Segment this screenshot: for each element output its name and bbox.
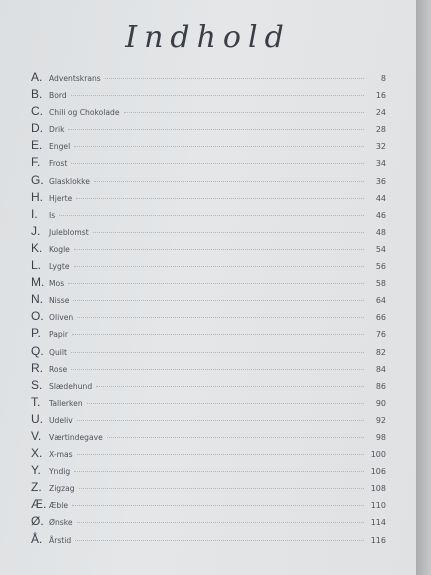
dot-leader xyxy=(59,215,364,216)
dot-leader xyxy=(77,317,364,318)
toc-label: Is xyxy=(49,210,56,220)
toc-label: Drik xyxy=(49,125,65,135)
toc-letter: H. xyxy=(31,189,43,204)
toc-page-number: 84 xyxy=(375,364,386,374)
dot-leader xyxy=(68,129,364,130)
dot-leader xyxy=(105,78,364,79)
dot-leader xyxy=(75,540,364,541)
toc-entry xyxy=(31,121,386,138)
toc-label: Engel xyxy=(49,142,71,152)
toc-letter: F. xyxy=(31,155,41,170)
toc-label: Mos xyxy=(49,279,65,289)
toc-letter: Æ. xyxy=(31,497,47,512)
toc-entry xyxy=(31,275,386,292)
toc-entry xyxy=(31,378,386,395)
toc-entry xyxy=(31,258,386,275)
toc-letter: Ø. xyxy=(31,514,44,529)
toc-label: Adventskrans xyxy=(49,74,101,83)
dot-leader xyxy=(96,386,364,387)
dot-leader xyxy=(71,163,364,164)
toc-page-number: 76 xyxy=(375,330,386,340)
toc-entry xyxy=(31,497,386,514)
toc-letter: N. xyxy=(31,292,43,307)
toc-letter: T. xyxy=(31,394,41,409)
toc-label: Æble xyxy=(49,501,68,511)
dot-leader xyxy=(77,420,364,421)
dot-leader xyxy=(74,249,364,250)
toc-letter: Å. xyxy=(31,531,43,546)
toc-label: Lygte xyxy=(49,262,70,272)
dot-leader xyxy=(68,283,364,284)
toc-entry xyxy=(31,514,386,531)
toc-label: Glasklokke xyxy=(49,176,90,186)
toc-entry xyxy=(31,326,386,343)
dot-leader xyxy=(87,403,364,404)
toc-page-number: 24 xyxy=(375,108,386,118)
toc-letter: Q. xyxy=(31,343,44,358)
toc-label: Slædehund xyxy=(49,381,93,391)
toc-entry xyxy=(31,241,386,258)
dot-leader xyxy=(94,181,364,182)
toc-label: Hjerte xyxy=(49,193,73,203)
toc-label: Quilt xyxy=(49,347,67,357)
toc-letter: V. xyxy=(31,428,42,443)
toc-label: Årstid xyxy=(49,535,72,545)
toc-page-number: 56 xyxy=(375,262,386,272)
toc-label: Kogle xyxy=(49,244,70,254)
toc-letter: A. xyxy=(31,70,43,84)
toc-entry xyxy=(31,104,386,121)
toc-letter: E. xyxy=(31,138,43,153)
toc-label: Tallerken xyxy=(49,398,83,408)
dot-leader xyxy=(107,437,364,438)
toc-entry xyxy=(31,446,386,463)
dot-leader xyxy=(76,198,364,199)
dot-leader xyxy=(93,232,364,233)
toc-letter: R. xyxy=(31,360,43,375)
dot-leader xyxy=(72,334,364,335)
toc-entry xyxy=(31,361,386,378)
dot-leader xyxy=(77,522,364,523)
dot-leader xyxy=(73,300,364,301)
toc-letter: M. xyxy=(31,275,45,290)
toc-label: Ønske xyxy=(49,518,73,528)
toc-page-number: 34 xyxy=(375,159,386,169)
toc-page-number: 116 xyxy=(370,535,386,545)
dot-leader xyxy=(71,352,364,353)
toc-label: X-mas xyxy=(49,450,73,460)
toc-letter: J. xyxy=(31,223,41,238)
dot-leader xyxy=(74,266,365,267)
dot-leader xyxy=(124,112,364,113)
dot-leader xyxy=(79,488,364,489)
toc-letter: K. xyxy=(31,240,43,255)
toc-letter: X. xyxy=(31,446,43,461)
toc-label: Zigzag xyxy=(49,484,75,494)
toc-page-number: 8 xyxy=(380,74,386,83)
toc-letter: S. xyxy=(31,377,43,392)
toc-entry xyxy=(31,344,386,361)
page-title: Indhold xyxy=(125,20,291,55)
dot-leader xyxy=(74,471,364,472)
table-of-contents xyxy=(31,70,386,549)
toc-entry xyxy=(31,155,386,172)
toc-entry xyxy=(31,224,386,241)
toc-label: Nisse xyxy=(49,296,70,306)
toc-page-number: 92 xyxy=(375,415,386,425)
toc-entry xyxy=(31,309,386,326)
toc-page-number: 48 xyxy=(375,227,386,237)
toc-entry xyxy=(31,173,386,190)
toc-letter: O. xyxy=(31,309,44,324)
toc-page-number: 58 xyxy=(375,279,386,289)
toc-page-number: 90 xyxy=(375,398,386,408)
toc-letter: I. xyxy=(31,206,38,221)
toc-page-number: 28 xyxy=(375,125,386,135)
toc-page-number: 108 xyxy=(370,484,386,494)
toc-page-number: 66 xyxy=(375,313,386,323)
toc-entry xyxy=(31,292,386,309)
toc-entry xyxy=(31,463,386,480)
toc-letter: Z. xyxy=(31,480,42,495)
toc-page-number: 32 xyxy=(375,142,386,152)
dot-leader xyxy=(74,146,364,147)
toc-entry xyxy=(31,480,386,497)
toc-label: Chili og Chokolade xyxy=(49,108,120,118)
toc-entry xyxy=(31,532,386,549)
toc-page-number: 64 xyxy=(375,296,386,306)
toc-entry xyxy=(31,70,386,87)
toc-letter: U. xyxy=(31,411,43,426)
toc-page-number: 16 xyxy=(375,91,386,101)
toc-letter: L. xyxy=(31,258,42,273)
toc-label: Yndig xyxy=(49,467,71,477)
toc-letter: B. xyxy=(31,87,43,102)
toc-page-number: 100 xyxy=(370,450,386,460)
dot-leader xyxy=(71,95,364,96)
page-edge xyxy=(416,0,431,575)
toc-letter: Y. xyxy=(31,463,41,478)
toc-entry xyxy=(31,138,386,155)
toc-page-number: 54 xyxy=(375,244,386,254)
toc-label: Juleblomst xyxy=(49,227,89,237)
dot-leader xyxy=(72,505,364,506)
toc-entry xyxy=(31,190,386,207)
toc-page-number: 114 xyxy=(370,518,386,528)
toc-label: Bord xyxy=(49,91,67,101)
toc-page-number: 106 xyxy=(370,467,386,477)
toc-letter: C. xyxy=(31,104,43,119)
toc-page-number: 98 xyxy=(375,432,386,442)
toc-page-number: 86 xyxy=(375,381,386,391)
toc-entry xyxy=(31,395,386,412)
toc-label: Oliven xyxy=(49,313,74,323)
toc-letter: P. xyxy=(31,326,41,341)
toc-label: Værtindegave xyxy=(49,432,103,442)
toc-page-number: 44 xyxy=(375,193,386,203)
toc-label: Papir xyxy=(49,330,68,340)
toc-label: Udeliv xyxy=(49,415,73,425)
toc-page-number: 46 xyxy=(375,210,386,220)
toc-page-number: 36 xyxy=(375,176,386,186)
toc-label: Rose xyxy=(49,364,68,374)
toc-page-number: 110 xyxy=(370,501,386,511)
toc-entry xyxy=(31,412,386,429)
toc-label: Frost xyxy=(49,159,68,169)
toc-entry xyxy=(31,207,386,224)
dot-leader xyxy=(77,454,364,455)
toc-entry xyxy=(31,429,386,446)
toc-letter: G. xyxy=(31,172,44,187)
toc-letter: D. xyxy=(31,121,43,136)
dot-leader xyxy=(71,369,364,370)
toc-page-number: 82 xyxy=(375,347,386,357)
toc-entry xyxy=(31,87,386,104)
